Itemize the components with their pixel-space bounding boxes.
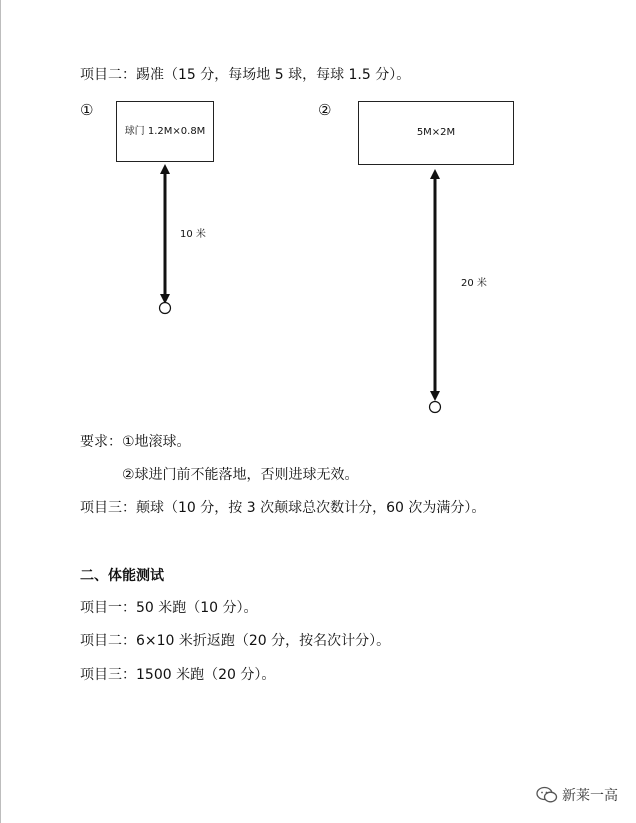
item2-title: 项目二：踢准（15 分，每场地 5 球，每球 1.5 分）。 xyxy=(80,67,411,83)
page-left-edge xyxy=(0,0,1,823)
distance-arrow-20m xyxy=(425,165,445,415)
arrow-head-down xyxy=(430,391,440,401)
goal-label-large: 5M×2M xyxy=(416,127,456,138)
requirement-1: 要求：①地滚球。 xyxy=(80,434,191,450)
ball-position-circle xyxy=(160,303,171,314)
fitness-item-1: 项目一：50 米跑（10 分）。 xyxy=(80,600,258,616)
diagram2-marker: ② xyxy=(318,101,332,119)
fitness-item-3: 项目三：1500 米跑（20 分）。 xyxy=(80,667,276,683)
wechat-logo-icon xyxy=(536,786,558,804)
watermark-text: 新莱一高 xyxy=(562,788,618,804)
watermark xyxy=(536,785,618,805)
requirement-2: ②球进门前不能落地，否则进球无效。 xyxy=(122,467,359,483)
distance-label-20m: 20 米 xyxy=(461,278,487,289)
fitness-heading: 二、体能测试 xyxy=(80,568,164,584)
item3-title: 项目三：颠球（10 分，按 3 次颠球总次数计分，60 次为满分）。 xyxy=(80,500,486,516)
distance-label-10m: 10 米 xyxy=(180,229,206,240)
diagram1-marker: ① xyxy=(80,101,94,119)
fitness-item-2: 项目二：6×10 米折返跑（20 分，按名次计分）。 xyxy=(80,633,391,649)
arrow-head-up xyxy=(430,169,440,179)
distance-arrow-10m xyxy=(155,162,175,316)
goal-box-large xyxy=(358,101,514,165)
ball-position-circle xyxy=(430,402,441,413)
arrow-head-up xyxy=(160,164,170,174)
goal-box-small xyxy=(116,101,214,162)
goal-label-small: 球门 1.2M×0.8M xyxy=(124,125,206,137)
